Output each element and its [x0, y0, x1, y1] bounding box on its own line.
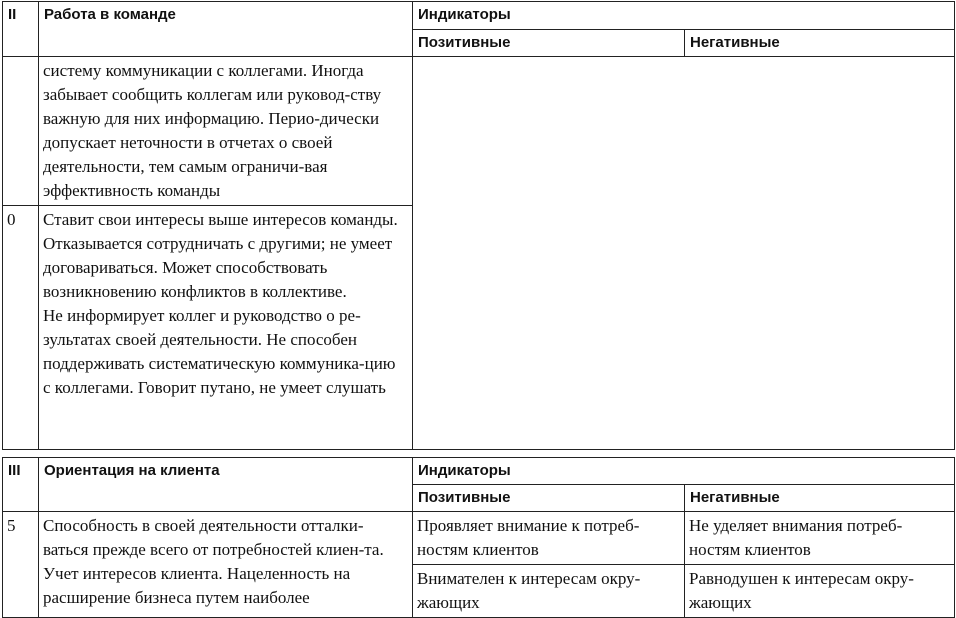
section-number: III [3, 458, 39, 512]
section-ii-table [2, 1, 955, 450]
indicators-header: Индикаторы [413, 458, 955, 485]
positive-header: Позитивные [413, 30, 685, 57]
score-cell: 5 [3, 512, 39, 618]
section-iii-table [2, 457, 955, 618]
negative-header: Негативные [685, 30, 955, 57]
section-number: II [3, 2, 39, 57]
section-title: Ориентация на клиента [39, 458, 413, 512]
indicators-empty-area [413, 57, 955, 450]
negative-header: Негативные [685, 485, 955, 512]
indicators-header: Индикаторы [413, 2, 955, 30]
score-cell: 0 [3, 206, 39, 450]
positive-indicator: Внимателен к интересам окру-жающих [413, 565, 685, 618]
description-cell [39, 206, 413, 450]
description-continued: систему коммуникации с коллегами. Иногда забывает сообщить коллегам или руковод-ству важную для них информацию. Перио-дически допускает неточности в отчетах о своей деятельности, тем самым ограничи-вая эффективность команды [39, 57, 413, 206]
description-paragraph: Ставит свои интересы выше интересов команды. Отказывается сотрудничать с другими; не умеет договариваться. Может способствовать возникновению конфликтов в коллективе. [43, 210, 398, 301]
description-paragraph: Не информирует коллег и руководство о ре-зультатах своей деятельности. Не способен поддерживать систематическую коммуника-цию с коллегами. Говорит путано, не умеет слушать [43, 306, 396, 397]
negative-indicator: Не уделяет внимания потреб-ностям клиентов [685, 512, 955, 565]
score-cell-empty [3, 57, 39, 206]
section-title: Работа в команде [39, 2, 413, 57]
positive-header: Позитивные [413, 485, 685, 512]
positive-indicator: Проявляет внимание к потреб-ностям клиентов [413, 512, 685, 565]
negative-indicator: Равнодушен к интересам окру-жающих [685, 565, 955, 618]
description-cell: Способность в своей деятельности отталки-ваться прежде всего от потребностей клиен-та. Учет интересов клиента. Нацеленность на расширение бизнеса путем наиболее [39, 512, 413, 618]
